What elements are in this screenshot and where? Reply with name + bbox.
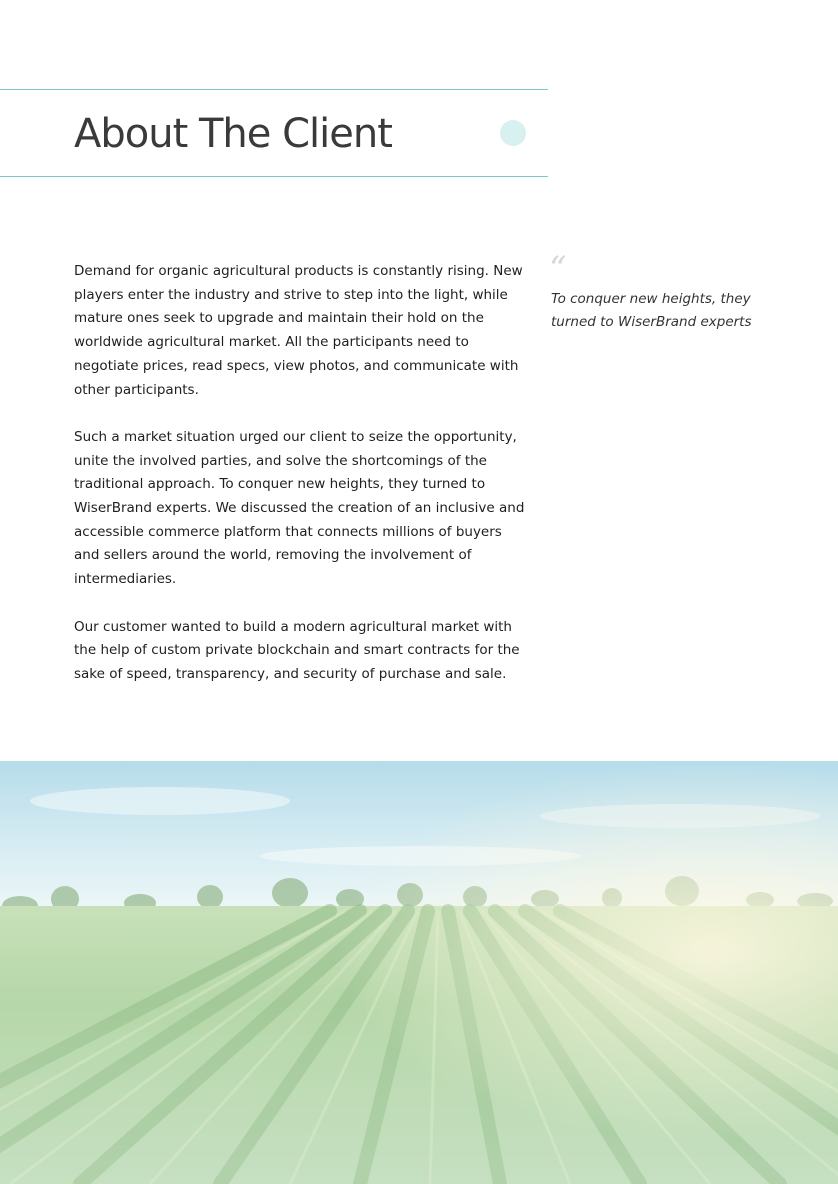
accent-dot xyxy=(500,120,526,146)
paragraph: Demand for organic agricultural products is constantly rising. New players enter the industry and strive to step into the light, while mature ones seek to upgrade and maintain their hold on the worldwide agricultural market. All the participants need to negotiate prices, read specs, view photos, and communicate with other participants. xyxy=(74,263,523,398)
page-title: About The Client xyxy=(74,111,392,157)
paragraph: Such a market situation urged our client to seize the opportunity, unite the involved parties, and solve the shortcomings of the traditional approach. To conquer new heights, they turned to WiserBrand experts. We discussed the creation of an inclusive and accessible commerce platform that connects millions of buyers and sellers around the world, removing the involvement of intermediaries. xyxy=(74,428,525,588)
pull-quote: To conquer new heights, they turned to WiserBrand experts xyxy=(551,291,752,330)
quote-mark-icon: “ xyxy=(549,249,567,289)
field-photo xyxy=(0,761,838,1184)
paragraph: Our customer wanted to build a modern agricultural market with the help of custom private blockchain and smart contracts for the sake of speed, transparency, and security of purchase and sale. xyxy=(74,618,520,682)
body-text xyxy=(74,260,529,710)
